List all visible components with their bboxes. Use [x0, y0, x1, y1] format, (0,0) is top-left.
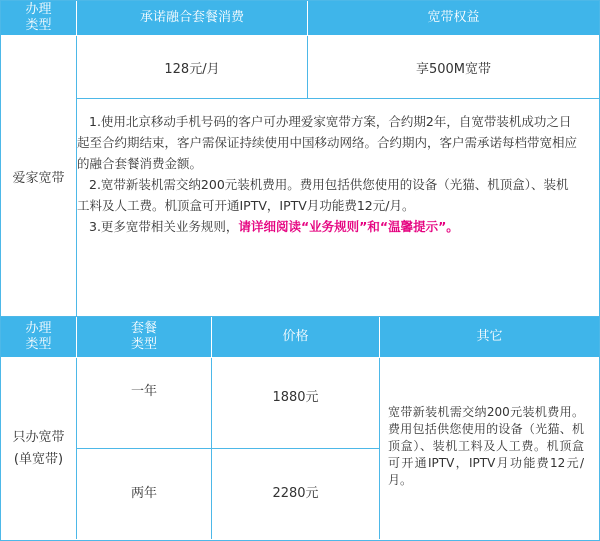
- header2-other: [380, 317, 599, 357]
- header-package-spend: [77, 1, 307, 35]
- header2-package-type-label: 套餐 类型: [130, 321, 157, 352]
- price-2-value: 2280元: [272, 486, 319, 501]
- benefit-value: 享500M宽带: [415, 61, 492, 77]
- table-row-price-2: [212, 449, 379, 539]
- header2-handle-type: [1, 317, 76, 357]
- term-1-label: 一年: [130, 384, 157, 399]
- header-broadband-benefit-label: 宽带权益: [427, 10, 480, 25]
- price-1-value: 1880元: [272, 390, 319, 405]
- header2-handle-type-label: 办理 类型: [25, 321, 52, 352]
- header2-price-label: 价格: [282, 329, 309, 344]
- other-notes-text: 宽带新装机需交纳200元装机费用。费用包括供您使用的设备（光猫、机顶盒）、装机工料及人工费。机顶盒可开通IPTV，IPTV月功能费12元/月。: [388, 404, 584, 487]
- package-price-value: 128元/月: [164, 61, 220, 77]
- note-line-2: 2.宽带新装机需交纳200元装机费用。费用包括供您使用的设备（光猫、机顶盒）、装机工料及人工费。机顶盒可开通IPTV，IPTV月功能费12元/月。: [77, 177, 569, 213]
- header-handle-type-label: 办理 类型: [25, 2, 52, 33]
- table-row-term-2: [77, 449, 211, 539]
- benefit-cell: [308, 36, 599, 98]
- package-price-cell: [77, 36, 307, 98]
- header-package-spend-label: 承诺融合套餐消费: [139, 10, 244, 25]
- note-line-3: [77, 216, 577, 237]
- header-broadband-benefit: [308, 1, 599, 35]
- table-row-term-1: [77, 358, 211, 448]
- header2-other-label: 其它: [476, 329, 503, 344]
- header-handle-type: [1, 1, 76, 35]
- note-line-1: 1.使用北京移动手机号码的客户可办理爱家宽带方案，合约期2年，自宽带装机成功之日起至合约期结束，客户需保证持续使用中国移动网络。合约期内，客户需承诺每档带宽相应的融合套餐消费金额。: [77, 114, 578, 171]
- broadband-only-label: 只办宽带 (单宽带): [12, 429, 65, 467]
- terms-notes: [77, 111, 577, 237]
- table-row-price-1: [212, 358, 379, 448]
- type-label-family-broadband: [1, 36, 76, 316]
- family-broadband-label: 爱家宽带: [12, 170, 65, 186]
- note-line-3-prefix: 3.更多宽带相关业务规则，: [89, 219, 239, 234]
- type-label-broadband-only: [1, 358, 76, 539]
- business-rules-link[interactable]: 请详细阅读“业务规则”和“温馨提示”。: [238, 219, 459, 234]
- other-notes-cell: [380, 358, 592, 534]
- header2-package-type: [77, 317, 211, 357]
- header2-price: [212, 317, 379, 357]
- term-2-label: 两年: [130, 486, 157, 501]
